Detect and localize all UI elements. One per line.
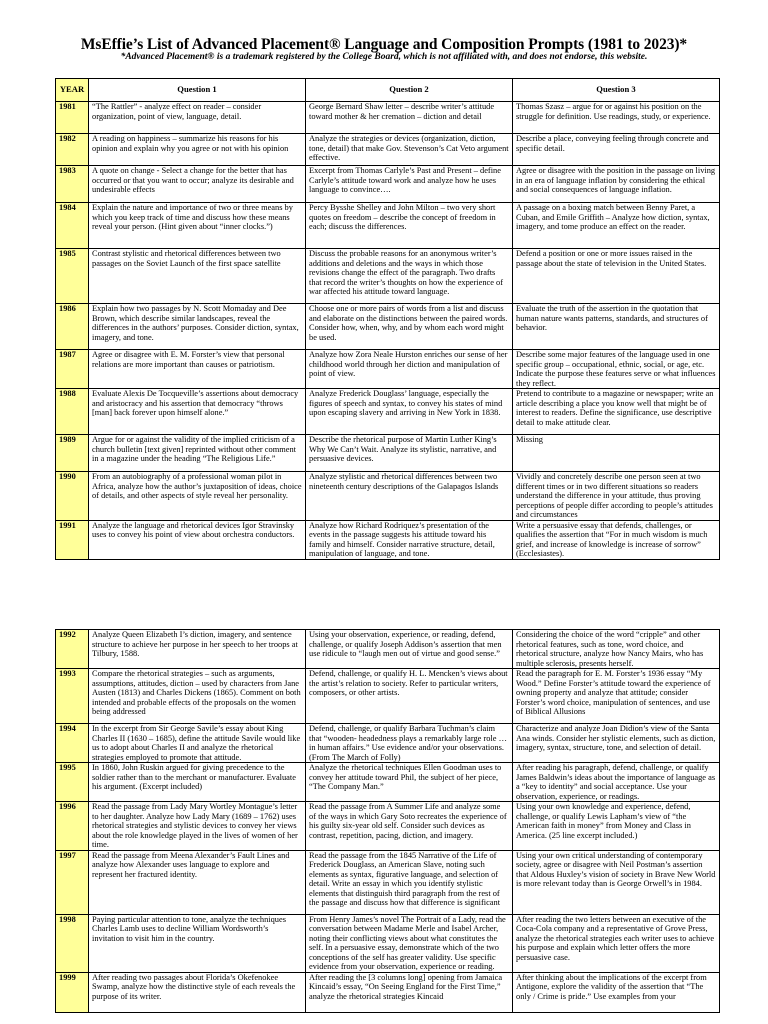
question-1-cell: From an autobiography of a professional woman pilot in Africa, analyze how the author’s juxtaposition of ideas, choice of details, and other aspects of style reveal her personality. [89,472,306,521]
question-2-cell: Read the passage from the 1845 Narrative of the Life of Frederick Douglass, an American Slave, noting such elements as syntax, figurative language, and selection of detail. Write an essay in which you identify stylistic elements that distinguish third paragraph from the rest of the passage and discuss how that difference is significant [306,850,513,914]
table-row [56,134,720,166]
table-header-row [56,79,720,102]
table-row [56,435,720,472]
year-cell: 1987 [56,350,89,389]
question-3-cell: Write a persuasive essay that defends, challenges, or qualifies the assertion that “For in much wisdom is much grief, and increase of knowledge is increase of sorrow” (Ecclesiastes). [513,520,720,559]
table-row [56,304,720,350]
question-1-cell: A reading on happiness – summarize his reasons for his opinion and explain why you agree or not with his opinion [89,134,306,166]
table-row [56,763,720,802]
year-cell: 1992 [56,630,89,669]
question-3-cell: Read the paragraph for E. M. Forster’s 1936 essay “My Wood.” Define Forster’s attitude toward the experience of owning property and analyze that attitude; consider Forster’s word choice, manipulation of sentences, and use of Biblical Allusions [513,669,720,724]
question-2-cell: Excerpt from Thomas Carlyle’s Past and Present – define Carlyle’s attitude toward work and analyze how he uses language to convince…. [306,166,513,203]
table-row [56,669,720,724]
table-row [56,630,720,669]
year-cell: 1995 [56,763,89,802]
question-1-cell: Agree or disagree with E. M. Forster’s view that personal relations are more important than causes or patriotism. [89,350,306,389]
question-1-cell: Contrast stylistic and rhetorical differences between two passages on the Soviet Launch of the first space satellite [89,249,306,304]
year-cell: 1997 [56,850,89,914]
question-1-column-header: Question 1 [89,79,306,102]
question-2-cell: Using your observation, experience, or reading, defend, challenge, or qualify Joseph Addison’s assertion that men use ridicule to “laugh men out of virtue and good sense.” [306,630,513,669]
table-row [56,724,720,763]
year-column-header: YEAR [56,79,89,102]
question-1-cell: Explain how two passages by N. Scott Momaday and Dee Brown, which describe similar landscapes, reveal the differences in the authors’ purposes. Consider diction, syntax, imagery, and tone. [89,304,306,350]
question-3-cell: Describe some major features of the language used in one specific group – occupational, ethnic, social, or age, etc. Indicate the purpose these features serve or what influences they reflect. [513,350,720,389]
question-2-cell: Defend, challenge, or qualify Barbara Tuchman’s claim that “wooden- headedness plays a remarkably large role … in human affairs.” Use evidence and/or your observations. (From The March of Folly) [306,724,513,763]
question-3-cell: Thomas Szasz – argue for or against his position on the struggle for definition. Use readings, study, or experience. [513,102,720,134]
year-cell: 1990 [56,472,89,521]
question-2-cell: Analyze stylistic and rhetorical differences between two nineteenth century descriptions of the Galapagos Islands [306,472,513,521]
question-3-cell: Pretend to contribute to a magazine or newspaper; write an article describing a place you know well that might be of interest to readers. Define the significance, use descriptive detail to make attitude clear. [513,389,720,435]
question-3-cell: Vividly and concretely describe one person seen at two different times or in two different situations so readers understand the difference in your attitude, thus proving perceptions of people differ according to people’s attitudes and circumstances [513,472,720,521]
table-row [56,802,720,851]
question-1-cell: In 1860, John Ruskin argued for giving precedence to the soldier rather than to the merchant or manufacturer. Evaluate his argument. (Excerpt included) [89,763,306,802]
year-cell: 1991 [56,520,89,559]
table-row [56,350,720,389]
question-1-cell: Analyze Queen Elizabeth I’s diction, imagery, and sentence structure to achieve her purpose in her speech to her troops at Tilbury, 1588. [89,630,306,669]
question-1-cell: In the excerpt from Sir George Savile’s essay about King Charles II (1630 – 1685), define the attitude Savile would like us to adopt about Charles II and analyze the rhetorical strategies employed to promote that attitude. [89,724,306,763]
question-3-cell: Describe a place, conveying feeling through concrete and specific detail. [513,134,720,166]
question-2-cell: George Bernard Shaw letter – describe writer’s attitude toward mother & her cremation – diction and detail [306,102,513,134]
year-cell: 1989 [56,435,89,472]
table-row [56,850,720,914]
question-1-cell: Explain the nature and importance of two or three means by which you keep track of time and discuss how these means reveal your person. (Hint given about “inner clocks.”) [89,203,306,249]
question-1-cell: Evaluate Alexis De Tocqueville’s assertions about democracy and aristocracy and his assertion that democracy “throws [man] back forever upon himself alone.” [89,389,306,435]
table-row [56,389,720,435]
question-3-cell: Using your own critical understanding of contemporary society, agree or disagree with Neil Postman’s assertion that Aldous Huxley’s vision of society in Brave New World is more relevant today than is George Orwell’s in 1984. [513,850,720,914]
question-1-cell: Analyze the language and rhetorical devices Igor Stravinsky uses to convey his point of view about orchestra conductors. [89,520,306,559]
year-cell: 1982 [56,134,89,166]
question-1-cell: “The Rattler” - analyze effect on reader – consider organization, point of view, language, detail. [89,102,306,134]
question-3-cell: Using your own knowledge and experience, defend, challenge, or qualify Lewis Lapham’s view of “the American faith in money” from Money and Class in America. (25 line excerpt included.) [513,802,720,851]
table-row [56,520,720,559]
question-2-cell: Analyze how Zora Neale Hurston enriches our sense of her childhood world through her diction and manipulation of point of view. [306,350,513,389]
question-2-cell: Read the passage from A Summer Life and analyze some of the ways in which Gary Soto recreates the experience of his guilty six-year old self. Consider such devices as contrast, repetition, pacing, diction, and imagery. [306,802,513,851]
question-3-cell: After reading the two letters between an executive of the Coca-Cola company and a representative of Grove Press, analyze the rhetorical strategies each writer uses to achieve his purpose and explain which letter offers the more persuasive case. [513,914,720,972]
question-1-cell: Compare the rhetorical strategies – such as arguments, assumptions, attitudes, diction – used by characters from Jane Austen (1813) and Charles Dickens (1865). Comment on both intended and probable effects of the proposals on the women being addressed [89,669,306,724]
question-1-cell: Read the passage from Lady Mary Wortley Montague’s letter to her daughter. Analyze how Lady Mary (1689 – 1762) uses rhetorical strategies and stylistic devices to convey her views about the role knowledge played in the lives of women of her time. [89,802,306,851]
table-row [56,972,720,1012]
question-3-cell: Agree or disagree with the position in the passage on living in an era of language inflation by considering the ethical and social consequences of language inflation. [513,166,720,203]
question-3-cell: Considering the choice of the word “cripple” and other rhetorical features, such as tone, word choice, and rhetorical structure, analyze how Nancy Mairs, who has multiple sclerosis, presents herself. [513,630,720,669]
question-3-cell: Evaluate the truth of the assertion in the quotation that human nature wants patterns, standards, and structures of behavior. [513,304,720,350]
year-cell: 1984 [56,203,89,249]
question-2-cell: Analyze the rhetorical techniques Ellen Goodman uses to convey her attitude toward Phil, the subject of her piece, “The Company Man.” [306,763,513,802]
question-3-cell: A passage on a boxing match between Benny Paret, a Cuban, and Emile Griffith – Analyze how diction, syntax, imagery, and tome produce an effect on the reader. [513,203,720,249]
table-row [56,914,720,972]
question-3-column-header: Question 3 [513,79,720,102]
document-subtitle: *Advanced Placement® is a trademark registered by the College Board, which is not affiliated with, and does not endorse, this website. [120,52,648,62]
question-3-cell: Defend a position or one or more issues raised in the passage about the state of television in the United States. [513,249,720,304]
year-cell: 1988 [56,389,89,435]
question-2-cell: From Henry James’s novel The Portrait of a Lady, read the conversation between Madame Merle and Isabel Archer, noting their conflicting views about what constitutes the self. In a persuasive essay, demonstrate which of the two conceptions of the self has greater validity. Use specific evidence from your observation, experience or reading. [306,914,513,972]
table-row [56,102,720,134]
question-2-cell: Choose one or more pairs of words from a list and discuss and elaborate on the distinctions between the paired words. Consider how, when, why, and by whom each word might be used. [306,304,513,350]
question-1-cell: A quote on change - Select a change for the better that has occurred or that you want to occur; analyze its desirable and undesirable effects [89,166,306,203]
year-cell: 1994 [56,724,89,763]
question-1-cell: Paying particular attention to tone, analyze the techniques Charles Lamb uses to decline William Wordsworth’s invitation to visit him in the country. [89,914,306,972]
question-3-cell: After thinking about the implications of the excerpt from Antigone, explore the validity of the assertion that “The only / Crime is pride.” Use examples from your [513,972,720,1012]
year-cell: 1986 [56,304,89,350]
question-2-cell: Analyze Frederick Douglass’ language, especially the figures of speech and syntax, to convey his states of mind upon escaping slavery and arriving in New York in 1838. [306,389,513,435]
document-title: MsEffie’s List of Advanced Placement® Language and Composition Prompts (1981 to 2023)* [80,36,688,53]
table-row [56,249,720,304]
question-2-cell: Analyze how Richard Rodriquez’s presentation of the events in the passage suggests his attitude toward his family and himself. Consider narrative structure, detail, manipulation of language, and tone. [306,520,513,559]
question-2-cell: Defend, challenge, or qualify H. L. Mencken’s views about the artist’s relation to society. Refer to particular writers, composers, or other artists. [306,669,513,724]
question-2-cell: After reading the [3 columns long] opening from Jamaica Kincaid’s essay, “On Seeing England for the First Time,” analyze the rhetorical strategies Kincaid [306,972,513,1012]
prompts-table-page-1 [55,78,720,560]
question-3-cell: Missing [513,435,720,472]
question-1-cell: After reading two passages about Florida’s Okefenokee Swamp, analyze how the distinctive style of each reveals the purpose of its writer. [89,972,306,1012]
question-2-cell: Discuss the probable reasons for an anonymous writer’s additions and deletions and the ways in which those revisions change the effect of the paragraph. Two drafts that record the writer’s thoughts on how the experience of war affected his attitude toward language. [306,249,513,304]
year-cell: 1993 [56,669,89,724]
year-cell: 1999 [56,972,89,1012]
year-cell: 1996 [56,802,89,851]
question-3-cell: After reading his paragraph, defend, challenge, or qualify James Baldwin’s ideas about the importance of language as a “key to identity” and social acceptance. Use your observation, experience, or readings. [513,763,720,802]
table-row [56,166,720,203]
year-cell: 1983 [56,166,89,203]
question-1-cell: Read the passage from Meena Alexander’s Fault Lines and analyze how Alexander uses language to explore and represent her fractured identity. [89,850,306,914]
table-row [56,203,720,249]
question-2-cell: Analyze the strategies or devices (organization, diction, tone, detail) that make Gov. Stevenson’s Cat Veto argument effective. [306,134,513,166]
question-2-cell: Describe the rhetorical purpose of Martin Luther King’s Why We Can’t Wait. Analyze its stylistic, narrative, and persuasive devices. [306,435,513,472]
prompts-table-page-2 [55,629,720,1013]
question-2-column-header: Question 2 [306,79,513,102]
question-2-cell: Percy Bysshe Shelley and John Milton – two very short quotes on freedom – describe the concept of freedom in each; discuss the differences. [306,203,513,249]
year-cell: 1998 [56,914,89,972]
question-1-cell: Argue for or against the validity of the implied criticism of a church bulletin [text given] reprinted without other comment in a magazine under the heading “The Religious Life.” [89,435,306,472]
year-cell: 1985 [56,249,89,304]
year-cell: 1981 [56,102,89,134]
table-row [56,472,720,521]
question-3-cell: Characterize and analyze Joan Didion’s view of the Santa Ana winds. Consider her stylistic elements, such as diction, imagery, syntax, structure, tone, and selection of detail. [513,724,720,763]
